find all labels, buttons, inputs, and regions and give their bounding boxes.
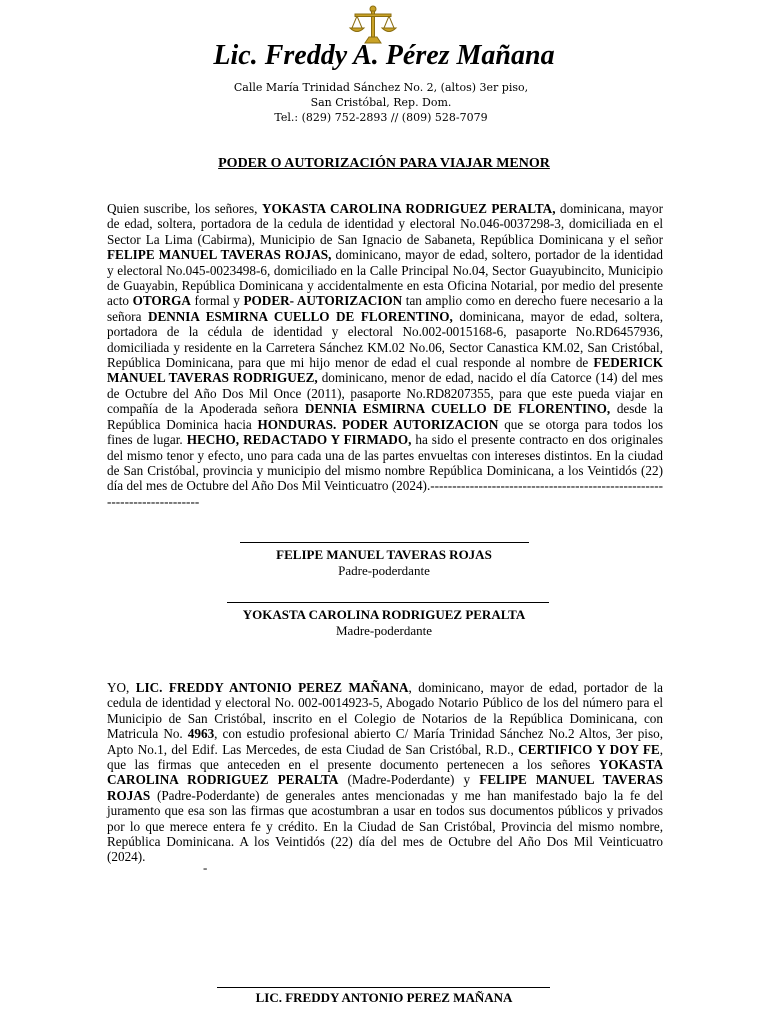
bold-text-run: DENNIA ESMIRNA CUELLO DE FLORENTINO, (304, 401, 611, 417)
bold-text-run: DENNIA ESMIRNA CUELLO DE FLORENTINO, (147, 308, 453, 324)
address-line-2: San Cristóbal, Rep. Dom. (310, 96, 452, 109)
text-run: que se otorga para todos los fines de lugar. (107, 416, 664, 448)
text-run: formal y (190, 293, 244, 309)
address-line-1: Calle María Trinidad Sánchez No. 2, (altos) 3er piso, (233, 81, 529, 94)
notary-name-heading: Lic. Freddy A. Pérez Mañana (213, 40, 555, 71)
document-title: PODER O AUTORIZACIÓN PARA VIAJAR MENOR (218, 156, 550, 171)
mother-signature-role: Madre-poderdante (335, 623, 432, 638)
text-run: desde la República Dominica hacia (107, 401, 663, 432)
text-run: , que las firmas que anteceden en el presente documento pertenecen a los señores (107, 741, 663, 773)
bold-text-run: 4963 (187, 726, 215, 742)
text-run: dominicano, mayor de edad, soltero, portador de la identidad y electoral No.045-0023498-6, domiciliado en la Calle Principal No.04, Sector Guayubincito, Municipio de Guayabin, República Dominicana y accidentalmente en esta Oficina Notarial, por medio del presente acto (107, 247, 663, 309)
trailing-dash: - (203, 860, 208, 875)
bold-text-run: FEDERICK MANUEL TAVERAS RODRIGUEZ, (107, 355, 663, 386)
father-signature-line (240, 542, 529, 543)
phone-line: Tel.: (829) 752-2893 // (809) 528-7079 (274, 111, 488, 124)
text-run: , con estudio profesional abierto C/ María Trinidad Sánchez No.2 Altos, 3er piso, Apto No.1, del Edif. Las Mercedes, de esta Ciudad de San Cristóbal, R.D., (107, 726, 663, 757)
bold-text-run: CERTIFICO Y DOY FE (518, 741, 660, 757)
text-run: , dominicano, mayor de edad, portador de la cedula de identidad y electoral No. 002-0014923-5, Abogado Notario Público de los del número para el Municipio de San Cristóbal, inscrito en el Colegio de Notarios de la República Dominicana, con Matricula No. (107, 680, 663, 742)
bold-text-run: FELIPE MANUEL TAVERAS ROJAS (107, 772, 663, 803)
bold-text-run: OTORGA (132, 293, 191, 309)
mother-signature-line (227, 602, 549, 603)
notary-signature-line (217, 987, 550, 988)
bold-text-run: YOKASTA CAROLINA RODRIGUEZ PERALTA (107, 757, 663, 788)
text-run: dominicana, mayor de edad, soltera, portadora de la cédula de identidad y electoral No.002-0015168-6, pasaporte No.RD6457936, domiciliada y residente en la Carretera Sánchez KM.02 No.06, Sector Canastica KM.02, San Cristóbal, República Dominicana, para que mi hijo menor de edad el cual responde al nombre de (107, 308, 663, 371)
authorization-paragraph (107, 201, 663, 509)
text-run: dominicana, mayor de edad, soltera, portadora de la cedula de identidad y electoral No.046-0037298-3, domiciliada en el Sector La Lima (Cabirma), Municipio de San Ignacio de Sabaneta, República Dominicana y el señor (107, 201, 663, 247)
mother-signature-name: YOKASTA CAROLINA RODRIGUEZ PERALTA (242, 607, 526, 622)
bold-text-run: HONDURAS. PODER AUTORIZACION (257, 416, 499, 432)
father-signature-name: FELIPE MANUEL TAVERAS ROJAS (276, 547, 492, 562)
text-run: (Madre-Poderdante) y (338, 772, 480, 788)
bold-text-run: YOKASTA CAROLINA RODRIGUEZ PERALTA, (261, 201, 556, 216)
bold-text-run: LIC. FREDDY ANTONIO PEREZ MAÑANA (135, 680, 409, 695)
father-signature-role: Padre-poderdante (338, 563, 430, 578)
text-run: dominicano, menor de edad, nacido el día Catorce (14) del mes de Octubre del Año Dos Mil Once (2011), pasaporte No.RD8207355, para que este pueda viajar en compañía de la Apoderada señora (107, 370, 663, 417)
bold-text-run: PODER- AUTORIZACION (243, 293, 403, 309)
text-run: (Padre-Poderdante) de generales antes mencionadas y me han manifestado bajo la fe del juramento que esa son las firmas que acostumbran a usar en todos sus documentos públicos y privados por lo que merece entera fe y crédito. En la Ciudad de San Cristóbal, Provincia del mismo nombre, República Dominicana. A los Veintidós (22) día del mes de Octubre del Año Dos Mil Veinticuatro (2024). (107, 787, 663, 865)
bold-text-run: HECHO, REDACTADO Y FIRMADO, (186, 432, 412, 448)
text-run: YO, (107, 680, 136, 695)
text-run: ha sido el presente contracto en dos originales del mismo tenor y efecto, uno para cada una de las partes envueltas con intereses distintos. En la ciudad de San Cristóbal, provincia y municipio del mismo nombre República Dominicana, a los Veintidós (22) día del mes de Octubre del Año Dos Mil Veinticuatro (2024).-------------------------------------------------------------------------- (107, 432, 663, 509)
letterhead-address (0, 80, 762, 125)
notary-certification-paragraph (107, 680, 663, 865)
bold-text-run: FELIPE MANUEL TAVERAS ROJAS, (107, 247, 332, 263)
text-run: tan amplio como en derecho fuere necesario a la señora (107, 293, 663, 324)
text-run: Quien suscribe, los señores, (107, 201, 262, 216)
notary-signature-name: LIC. FREDDY ANTONIO PEREZ MAÑANA (255, 990, 513, 1005)
